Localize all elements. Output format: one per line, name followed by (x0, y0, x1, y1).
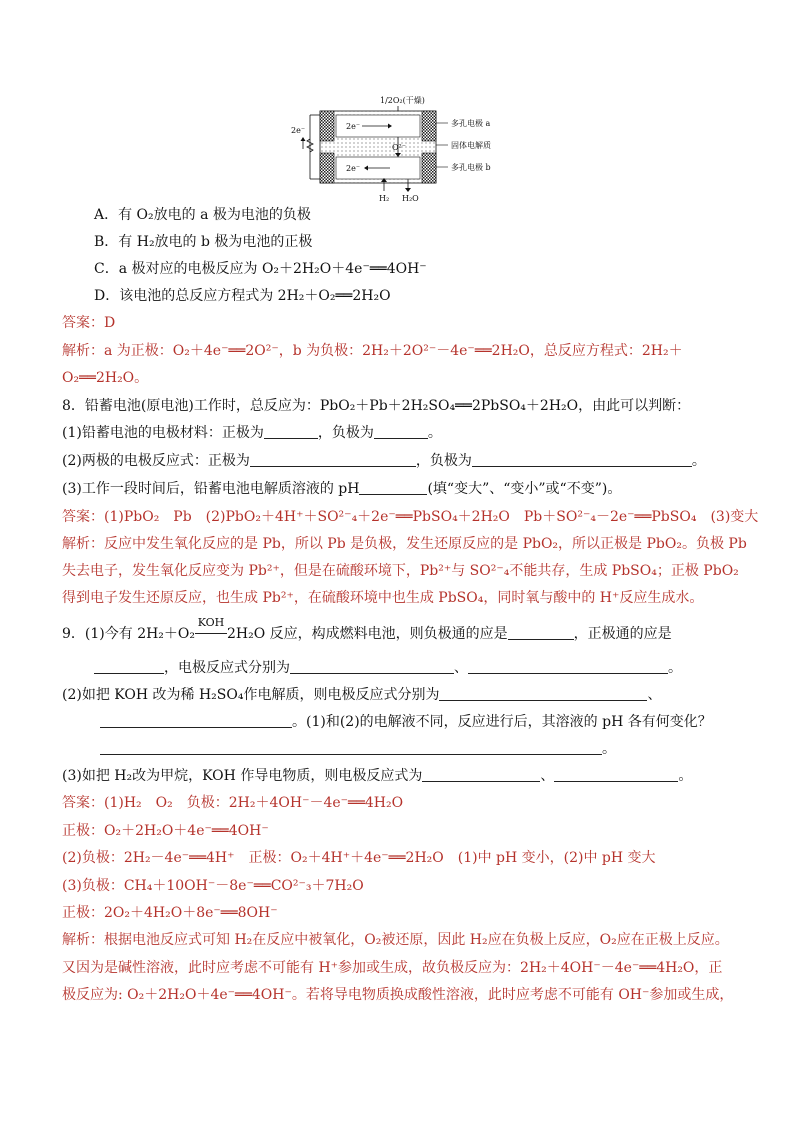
q9-blank-acid-eq2[interactable] (100, 713, 292, 728)
q9-blank-acid-eq1[interactable] (439, 686, 647, 701)
diagram-label-electrolyte: 固体电解质 (451, 141, 491, 150)
q9-koh-condition: KOH (195, 624, 227, 644)
diagram-label-b: 多孔电极 b (451, 163, 491, 172)
q9-part2: (2)如把 KOH 改为稀 H₂SO₄作电解质，则电极反应式分别为 、 (62, 687, 662, 703)
q8-analysis-line1: 解析：反应中发生氧化反应的是 Pb，所以 Pb 是负极，发生还原反应的是 PbO₂，所以正极是 PbO₂。负极 Pb (62, 536, 747, 552)
q9-analysis-line3: 极反应为: O₂＋2H₂O＋4e⁻══4OH⁻。若将导电物质换成酸性溶液，此时应考虑不可能有 OH⁻参加或生成， (62, 987, 734, 1003)
q9-answer-line1: 答案：(1)H₂ O₂ 负极：2H₂＋4OH⁻－4e⁻══4H₂O (62, 795, 404, 811)
q9-part2-line2: 。(1)和(2)的电解液不同，反应进行后，其溶液的 pH 各有何变化？ (100, 712, 712, 732)
q8-part3: (3)工作一段时间后，铅蓄电池电解质溶液的 pH (填“变大”、“变小”或“不变”)。 (62, 481, 622, 497)
q9-blank-eq2[interactable] (468, 659, 668, 674)
q8-part2: (2)两极的电极反应式：正极为 ，负极为 。 (62, 453, 706, 469)
q8-blank-positive[interactable] (264, 424, 318, 439)
q7-analysis-line1: 解析：a 为正极：O₂＋4e⁻══2O²⁻，b 为负极：2H₂＋2O²⁻－4e⁻══2H₂O，总反应方程式：2H₂＋ (62, 343, 683, 359)
diagram-h2o-label: H₂O (402, 194, 419, 203)
q9-answer-line2: 正极：O₂＋2H₂O＋4e⁻══4OH⁻ (62, 823, 269, 839)
q9-answer-line4: (3)负极：CH₄＋10OH⁻－8e⁻══CO²⁻₃＋7H₂O (62, 878, 364, 894)
q8-blank-negative-eq[interactable] (472, 452, 692, 467)
q9-blank-methane-eq2[interactable] (554, 767, 678, 782)
q9-line2: ，电极反应式分别为 、 。 (94, 658, 682, 678)
q7-option-d: D．该电池的总反应方程式为 2H₂＋O₂══2H₂O (94, 288, 391, 304)
q9-blank-eq1[interactable] (290, 659, 454, 674)
q8-blank-positive-eq[interactable] (250, 452, 416, 467)
q8-blank-ph[interactable] (359, 480, 427, 495)
q9-part3: (3)如把 H₂改为甲烷，KOH 作导电物质，则电极反应式为 、 。 (62, 768, 693, 784)
diagram-h2-label: H₂ (379, 194, 390, 203)
q9-blank-methane-eq1[interactable] (422, 767, 540, 782)
diagram-top-label: 1/2O₂(干燥) (380, 96, 425, 105)
diagram-label-a: 多孔电极 a (451, 119, 491, 128)
q9-answer-line3: (2)负极：2H₂－4e⁻══4H⁺ 正极：O₂＋4H⁺＋4e⁻══2H₂O (1)中 pH 变小，(2)中 pH 变大 (62, 850, 656, 866)
q8-stem: 8．铅蓄电池(原电池)工作时，总反应为：PbO₂＋Pb＋2H₂SO₄══2PbSO₄＋2H₂O，由此可以判断： (62, 398, 691, 414)
q8-answer: 答案：(1)PbO₂ Pb (2)PbO₂＋4H⁺＋SO²⁻₄＋2e⁻══PbSO₄＋2H₂O Pb＋SO²⁻₄－2e⁻══PbSO₄ (3)变大 (62, 509, 759, 525)
q7-option-c: C．a 极对应的电极反应为 O₂＋2H₂O＋4e⁻══4OH⁻ (94, 261, 427, 277)
q9-blank-cathode-gas[interactable] (94, 659, 164, 674)
q9-stem: 9．(1)今有 2H₂＋O₂ KOH 2H₂O 反应，构成燃料电池，则负极通的应是 ，正极通的应是 (62, 616, 672, 642)
diagram-top-electron: 2e⁻ (346, 122, 361, 131)
q9-answer-line5: 正极：2O₂＋4H₂O＋8e⁻══8OH⁻ (62, 905, 278, 921)
q9-blank-ph-change[interactable] (100, 740, 602, 755)
q7-option-a: A．有 O₂放电的 a 极为电池的负极 (94, 207, 311, 223)
q9-blank-anode-gas[interactable] (508, 625, 574, 640)
diagram-left-label: 2e⁻ (291, 126, 306, 135)
q8-analysis-line2: 失去电子，发生氧化反应变为 Pb²⁺，但是在硫酸环境下，Pb²⁺与 SO²⁻₄不能共存，生成 PbSO₄；正极 PbO₂ (62, 563, 739, 579)
q7-analysis-line2: O₂══2H₂O。 (62, 370, 149, 386)
q9-analysis-line1: 解析：根据电池反应式可知 H₂在反应中被氧化，O₂被还原，因此 H₂应在负极上反应，O₂应在正极上反应。 (62, 932, 729, 948)
q7-answer: 答案：D (62, 315, 116, 331)
fuel-cell-diagram (288, 93, 518, 203)
q8-blank-negative[interactable] (374, 424, 428, 439)
q9-part2-line3: 。 (100, 739, 616, 759)
q7-option-b: B．有 H₂放电的 b 极为电池的正极 (94, 234, 313, 250)
q8-analysis-line3: 得到电子发生还原反应，也生成 Pb²⁺，在硫酸环境中也生成 PbSO₄，同时氧与酸中的 H⁺反应生成水。 (62, 590, 704, 606)
diagram-ion-label: O²⁻ (392, 143, 406, 152)
q9-analysis-line2: 又因为是碱性溶液，此时应考虑不可能有 H⁺参加或生成，故负极反应为：2H₂＋4OH⁻－4e⁻══4H₂O，正 (62, 960, 723, 976)
diagram-bottom-electron: 2e⁻ (346, 164, 361, 173)
q8-part1: (1)铅蓄电池的电极材料：正极为 ，负极为 。 (62, 425, 442, 441)
